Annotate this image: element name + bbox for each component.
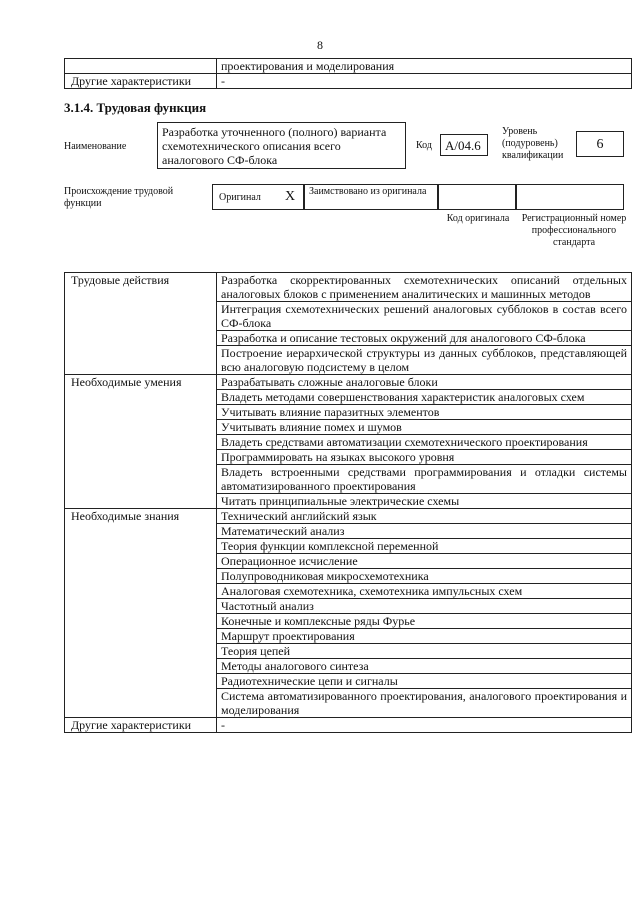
original-label: Оригинал [219,192,261,203]
skill-item: Читать принципиальные электрические схемы [217,494,632,509]
knowledge-item: Аналоговая схемотехника, схемотехника импульсных схем [217,584,632,599]
section-title: 3.1.4. Трудовая функция [64,100,207,115]
page-number: 8 [317,38,323,52]
code-label: Код [416,140,432,151]
level-value: 6 [576,131,624,157]
knowledge-item: Маршрут проектирования [217,629,632,644]
skill-item: Владеть средствами автоматизации схемотехнического проектирования [217,435,632,450]
knowledge-item: Радиотехнические цепи и сигналы [217,674,632,689]
knowledge-item: Конечные и комплексные ряды Фурье [217,614,632,629]
reg-number-cell [516,184,624,210]
borrowed-cell [304,184,438,210]
knowledge-item: Математический анализ [217,524,632,539]
origin-label: Происхождение трудовой функции [64,186,174,209]
skill-item: Программировать на языках высокого уровня [217,450,632,465]
labor-action: Построение иерархической структуры из данных субблоков, представляющей всю аналоговую подсистему в целом [217,346,632,375]
original-mark: X [285,189,296,204]
original-cell [212,184,304,210]
table-cell: проектирования и моделирования [217,59,632,74]
knowledge-label: Необходимые знания [65,509,217,718]
skill-item: Учитывать влияние паразитных элементов [217,405,632,420]
labor-action: Интеграция схемотехнических решений аналоговых субблоков в состав всего СФ-блока [217,302,632,331]
skills-label: Необходимые умения [65,375,217,509]
labor-actions-label: Трудовые действия [65,273,217,375]
knowledge-item: Полупроводниковая микросхемотехника [217,569,632,584]
origin-code-cell [438,184,516,210]
previous-table-continuation [64,58,632,89]
origin-code-caption: Код оригинала [446,213,510,224]
table-row [65,375,632,390]
name-label: Наименование [64,141,127,152]
table-row [65,59,632,74]
labor-function-table [64,272,632,733]
knowledge-item: Частотный анализ [217,599,632,614]
knowledge-item: Теория цепей [217,644,632,659]
code-value: A/04.6 [440,134,488,156]
labor-action: Разработка и описание тестовых окружений для аналогового СФ-блока [217,331,632,346]
knowledge-item: Технический английский язык [217,509,632,524]
table-row [65,74,632,89]
labor-action: Разработка скорректированных схемотехнических описаний отдельных аналоговых блоков с применением аналитических и машинных методов [217,273,632,302]
skill-item: Разрабатывать сложные аналоговые блоки [217,375,632,390]
other-value: - [217,718,632,733]
table-row [65,509,632,524]
knowledge-item: Система автоматизированного проектирования, аналогового проектирования и моделирования [217,689,632,718]
knowledge-item: Теория функции комплексной переменной [217,539,632,554]
skill-item: Учитывать влияние помех и шумов [217,420,632,435]
table-row [65,273,632,302]
other-label: Другие характеристики [65,718,217,733]
table-cell: - [217,74,632,89]
row-label: Другие характеристики [65,74,217,89]
knowledge-item: Методы аналогового синтеза [217,659,632,674]
function-name: Разработка уточненного (полного) варианта схемотехнического описания всего аналогового СФ-блока [157,122,406,169]
skill-item: Владеть встроенными средствами программирования и отладки системы автоматизированного проектирования [217,465,632,494]
table-row [65,718,632,733]
skill-item: Владеть методами совершенствования характеристик аналоговых схем [217,390,632,405]
borrowed-label: Заимствовано из оригинала [309,186,427,197]
knowledge-item: Операционное исчисление [217,554,632,569]
reg-number-caption: Регистрационный номер профессионального стандарта [521,213,627,248]
level-label: Уровень (подуровень) квалификации [502,126,564,161]
